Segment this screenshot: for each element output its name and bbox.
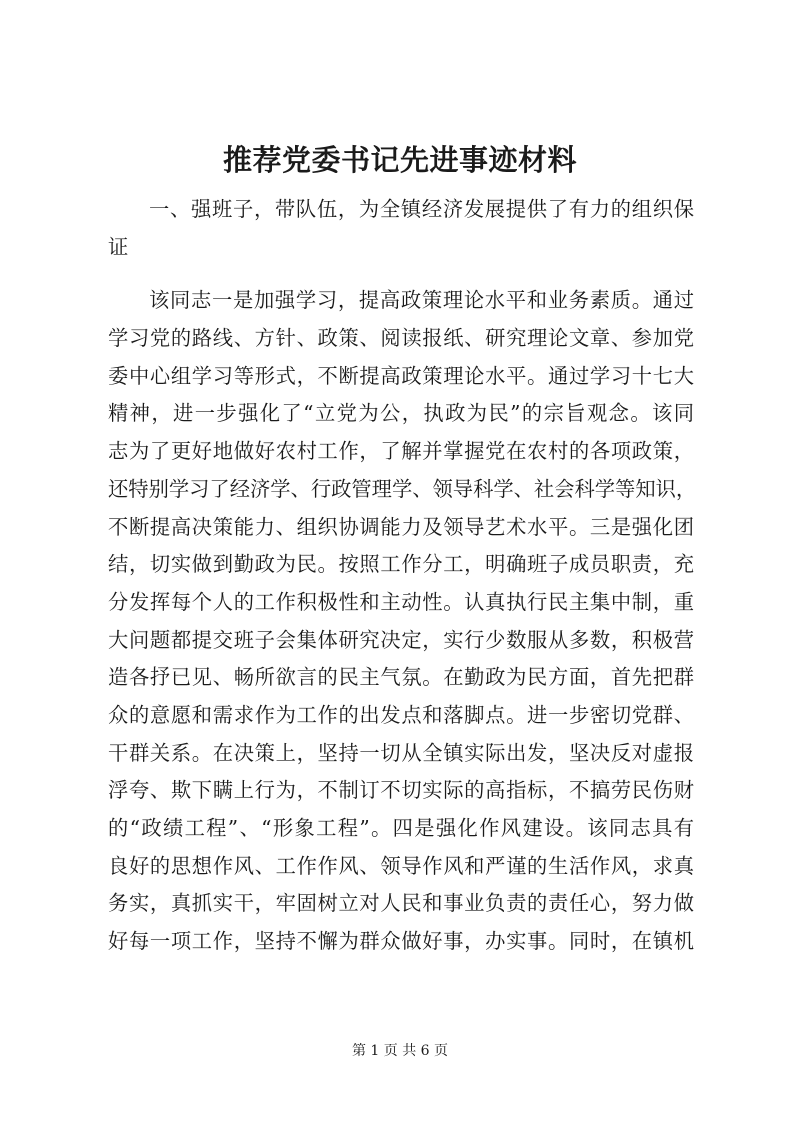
section-heading-line-2: 证 bbox=[108, 234, 129, 259]
paragraph-line: 还特别学习了经济学、行政管理学、领导科学、社会科学等知识， bbox=[108, 476, 697, 501]
document-title: 推荐党委书记先进事迹材料 bbox=[222, 143, 577, 177]
paragraph-line: 不断提高决策能力、组织协调能力及领导艺术水平。三是强化团 bbox=[108, 514, 694, 539]
paragraph-line: 分发挥每个人的工作积极性和主动性。认真执行民主集中制，重 bbox=[108, 589, 694, 614]
paragraph-line: 该同志一是加强学习，提高政策理论水平和业务素质。通过 bbox=[149, 288, 694, 313]
paragraph-line: 精神，进一步强化了“立党为公，执政为民”的宗旨观念。该同 bbox=[108, 401, 694, 426]
paragraph-line: 众的意愿和需求作为工作的出发点和落脚点。进一步密切党群、 bbox=[108, 702, 694, 727]
document-body bbox=[108, 191, 697, 961]
paragraph-gap bbox=[108, 266, 694, 282]
paragraph-line: 良好的思想作风、工作作风、领导作风和严谨的生活作风，求真 bbox=[108, 853, 694, 878]
paragraph-line: 大问题都提交班子会集体研究决定，实行少数服从多数，积极营 bbox=[108, 627, 694, 652]
page-footer: 第 1 页 共 6 页 bbox=[351, 1043, 449, 1059]
paragraph-line: 委中心组学习等形式，不断提高政策理论水平。通过学习十七大 bbox=[108, 363, 694, 388]
paragraph-line: 干群关系。在决策上，坚持一切从全镇实际出发，坚决反对虚报 bbox=[108, 740, 694, 765]
paragraph-line: 好每一项工作，坚持不懈为群众做好事，办实事。同时，在镇机 bbox=[108, 929, 694, 954]
paragraph-line: 造各抒已见、畅所欲言的民主气氛。在勤政为民方面，首先把群 bbox=[108, 665, 694, 690]
paragraph-line: 务实，真抓实干，牢固树立对人民和事业负责的责任心，努力做 bbox=[108, 891, 694, 916]
paragraph-line: 志为了更好地做好农村工作，了解并掌握党在农村的各项政策， bbox=[108, 439, 694, 464]
section-heading-line-1: 一、强班子，带队伍，为全镇经济发展提供了有力的组织保 bbox=[149, 197, 694, 221]
paragraph-line: 结，切实做到勤政为民。按照工作分工，明确班子成员职责，充 bbox=[108, 552, 694, 577]
paragraph-line: 浮夸、欺下瞒上行为，不制订不切实际的高指标，不搞劳民伤财 bbox=[108, 778, 694, 803]
paragraph-line: 学习党的路线、方针、政策、阅读报纸、研究理论文章、参加党 bbox=[108, 326, 694, 351]
paragraph-line: 的“政绩工程”、“形象工程”。四是强化作风建设。该同志具有 bbox=[108, 816, 694, 840]
